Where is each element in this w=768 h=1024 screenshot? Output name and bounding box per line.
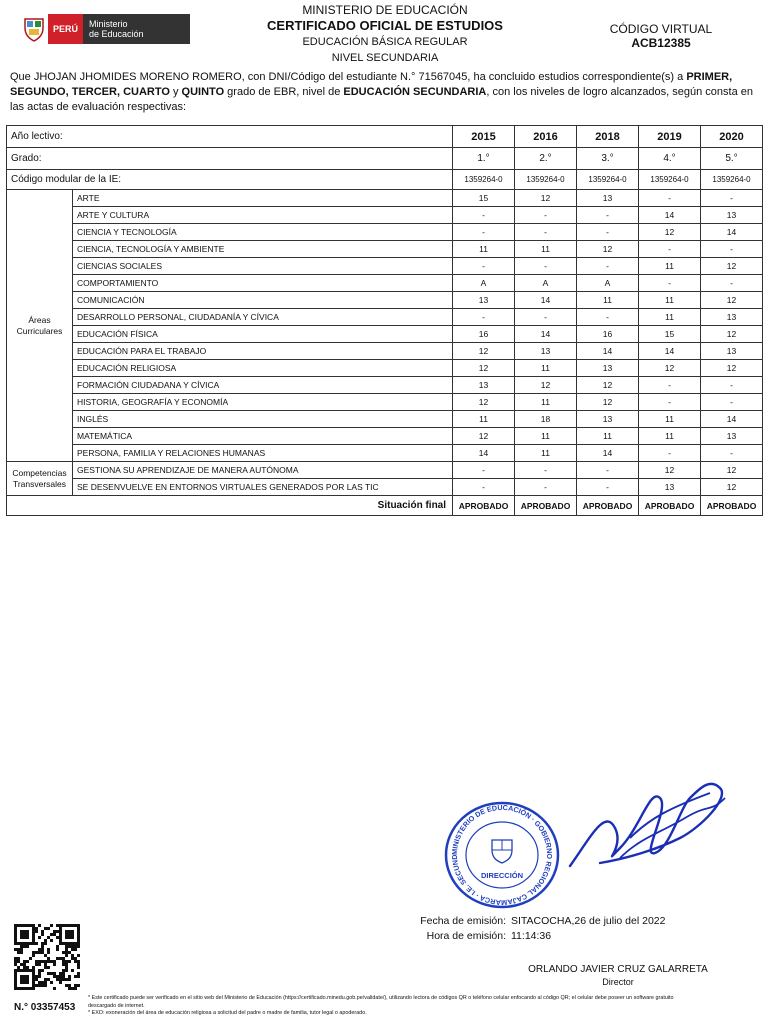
score-cell: 12 bbox=[577, 394, 639, 411]
subject-name: GESTIONA SU APRENDIZAJE DE MANERA AUTÓNOMA bbox=[73, 462, 453, 479]
subject-name: ARTE bbox=[73, 190, 453, 207]
score-cell: 13 bbox=[577, 190, 639, 207]
qr-code-icon[interactable] bbox=[14, 924, 80, 990]
grade-cell: 1.° bbox=[453, 148, 515, 170]
issue-time-label: Hora de emisión: bbox=[426, 930, 506, 942]
education-type: EDUCACIÓN BÁSICA REGULAR bbox=[302, 36, 468, 48]
table-row bbox=[7, 241, 763, 258]
curricular-areas-label bbox=[7, 190, 73, 462]
score-cell: 13 bbox=[701, 207, 763, 224]
table-row bbox=[7, 445, 763, 462]
score-cell: - bbox=[453, 462, 515, 479]
score-cell: - bbox=[515, 479, 577, 496]
subject-name: COMPORTAMIENTO bbox=[73, 275, 453, 292]
table-row bbox=[7, 224, 763, 241]
intro-last-grade: QUINTO bbox=[181, 86, 225, 98]
issue-time-value: 11:14:36 bbox=[511, 930, 552, 942]
subject-name: DESARROLLO PERSONAL, CIUDADANÍA Y CÍVICA bbox=[73, 309, 453, 326]
score-cell: - bbox=[453, 258, 515, 275]
score-cell: - bbox=[577, 309, 639, 326]
score-cell: 12 bbox=[701, 258, 763, 275]
score-cell: 12 bbox=[701, 479, 763, 496]
curricular-areas-label-line: Áreas bbox=[28, 314, 51, 325]
subject-name: EDUCACIÓN RELIGIOSA bbox=[73, 360, 453, 377]
document-number: N.° 03357453 bbox=[14, 1002, 76, 1013]
score-cell: - bbox=[701, 241, 763, 258]
director-name: ORLANDO JAVIER CRUZ GALARRETA bbox=[528, 964, 708, 975]
modular-code-cell: 1359264-0 bbox=[577, 170, 639, 190]
score-cell: 11 bbox=[515, 241, 577, 258]
score-cell: 11 bbox=[577, 428, 639, 445]
seal-emblem-icon bbox=[492, 840, 512, 863]
score-cell: 12 bbox=[639, 360, 701, 377]
score-cell: 11 bbox=[515, 428, 577, 445]
score-cell: A bbox=[453, 275, 515, 292]
grade-label: Grado: bbox=[7, 148, 453, 170]
score-cell: - bbox=[639, 377, 701, 394]
modular-code-label: Código modular de la IE: bbox=[7, 170, 453, 190]
curricular-areas-label-line: Curriculares bbox=[16, 325, 63, 336]
table-row bbox=[7, 411, 763, 428]
score-cell: 14 bbox=[701, 411, 763, 428]
year-cell: 2016 bbox=[515, 126, 577, 148]
footer-note-verification: * Este certificado puede ser verificado en el sitio web del Ministerio de Educación (https://certificado.minedu.gob.pe/validate/), utilizando lectora de códigos QR o teléfono celular enfocando al código QR; el celular debe poseer un software gratuito bbox=[88, 995, 674, 1001]
score-cell: - bbox=[515, 258, 577, 275]
score-cell: - bbox=[701, 275, 763, 292]
score-cell: 14 bbox=[639, 343, 701, 360]
score-cell: - bbox=[639, 394, 701, 411]
score-cell: 11 bbox=[453, 241, 515, 258]
subject-name: EDUCACIÓN PARA EL TRABAJO bbox=[73, 343, 453, 360]
final-status-row bbox=[7, 496, 763, 516]
intro-text-2: grado de EBR, nivel de bbox=[224, 86, 344, 98]
score-cell: 11 bbox=[639, 292, 701, 309]
score-cell: 12 bbox=[701, 360, 763, 377]
score-cell: 11 bbox=[577, 292, 639, 309]
score-cell: - bbox=[577, 462, 639, 479]
table-row bbox=[7, 343, 763, 360]
score-cell: 14 bbox=[577, 445, 639, 462]
year-row bbox=[7, 126, 763, 148]
modular-code-row bbox=[7, 170, 763, 190]
grade-cell: 4.° bbox=[639, 148, 701, 170]
score-cell: 15 bbox=[453, 190, 515, 207]
table-row bbox=[7, 207, 763, 224]
seal-inner-text: DIRECCIÓN bbox=[480, 871, 524, 880]
score-cell: 14 bbox=[701, 224, 763, 241]
final-status-cell: APROBADO bbox=[639, 496, 701, 516]
score-cell: 11 bbox=[639, 258, 701, 275]
intro-paragraph bbox=[10, 70, 762, 115]
transversal-competencies-label-line: Competencias bbox=[12, 467, 67, 478]
director-role: Director bbox=[602, 977, 634, 987]
score-cell: 12 bbox=[639, 224, 701, 241]
issue-date-label: Fecha de emisión: bbox=[420, 915, 506, 927]
year-cell: 2015 bbox=[453, 126, 515, 148]
issue-date-value: SITACOCHA,26 de julio del 2022 bbox=[511, 915, 666, 927]
year-cell: 2019 bbox=[639, 126, 701, 148]
score-cell: - bbox=[577, 207, 639, 224]
year-label: Año lectivo: bbox=[7, 126, 453, 148]
score-cell: 15 bbox=[639, 326, 701, 343]
final-status-cell: APROBADO bbox=[577, 496, 639, 516]
score-cell: - bbox=[515, 224, 577, 241]
subject-name: SE DESENVUELVE EN ENTORNOS VIRTUALES GENERADOS POR LAS TIC bbox=[73, 479, 453, 496]
ministry-name: MINISTERIO DE EDUCACIÓN bbox=[302, 3, 468, 17]
score-cell: - bbox=[577, 224, 639, 241]
grades-table bbox=[6, 125, 763, 516]
table-row bbox=[7, 377, 763, 394]
table-row bbox=[7, 326, 763, 343]
table-row bbox=[7, 292, 763, 309]
score-cell: 13 bbox=[577, 411, 639, 428]
grade-cell: 2.° bbox=[515, 148, 577, 170]
score-cell: 14 bbox=[639, 207, 701, 224]
score-cell: 12 bbox=[453, 394, 515, 411]
score-cell: - bbox=[515, 309, 577, 326]
score-cell: A bbox=[515, 275, 577, 292]
score-cell: 13 bbox=[453, 377, 515, 394]
peru-label: PERÚ bbox=[48, 14, 83, 44]
final-status-cell: APROBADO bbox=[701, 496, 763, 516]
score-cell: - bbox=[515, 462, 577, 479]
score-cell: 14 bbox=[577, 343, 639, 360]
score-cell: 13 bbox=[577, 360, 639, 377]
school-seal bbox=[442, 800, 562, 910]
score-cell: - bbox=[639, 445, 701, 462]
score-cell: 12 bbox=[453, 428, 515, 445]
subject-name: EDUCACIÓN FÍSICA bbox=[73, 326, 453, 343]
transversal-competencies-label bbox=[7, 462, 73, 496]
table-row bbox=[7, 479, 763, 496]
table-row bbox=[7, 360, 763, 377]
score-cell: 12 bbox=[639, 462, 701, 479]
score-cell: - bbox=[701, 445, 763, 462]
subject-name: ARTE Y CULTURA bbox=[73, 207, 453, 224]
modular-code-cell: 1359264-0 bbox=[515, 170, 577, 190]
score-cell: 13 bbox=[639, 479, 701, 496]
table-row bbox=[7, 190, 763, 207]
score-cell: 13 bbox=[701, 428, 763, 445]
score-cell: 11 bbox=[639, 428, 701, 445]
modular-code-cell: 1359264-0 bbox=[453, 170, 515, 190]
score-cell: - bbox=[577, 479, 639, 496]
score-cell: - bbox=[515, 207, 577, 224]
score-cell: - bbox=[701, 394, 763, 411]
subject-name: MATEMÁTICA bbox=[73, 428, 453, 445]
document-header bbox=[220, 2, 550, 66]
year-cell: 2020 bbox=[701, 126, 763, 148]
intro-text-1: Que JHOJAN JHOMIDES MORENO ROMERO, con DNI/Código del estudiante N.° 71567045, ha concluido estudios correspondiente(s) a bbox=[10, 71, 687, 83]
score-cell: - bbox=[453, 309, 515, 326]
subject-name: PERSONA, FAMILIA Y RELACIONES HUMANAS bbox=[73, 445, 453, 462]
score-cell: 14 bbox=[515, 292, 577, 309]
year-cell: 2018 bbox=[577, 126, 639, 148]
score-cell: 11 bbox=[515, 394, 577, 411]
grade-cell: 5.° bbox=[701, 148, 763, 170]
education-level: NIVEL SECUNDARIA bbox=[331, 52, 439, 64]
score-cell: - bbox=[453, 224, 515, 241]
subject-name: HISTORIA, GEOGRAFÍA Y ECONOMÍA bbox=[73, 394, 453, 411]
transversal-competencies-label-line: Transversales bbox=[12, 478, 67, 489]
coat-of-arms-icon bbox=[20, 14, 48, 44]
final-status-cell: APROBADO bbox=[515, 496, 577, 516]
intro-grades: PRIMER, SEGUNDO, TERCER, CUARTO bbox=[10, 71, 733, 98]
footer-notes bbox=[88, 995, 760, 1018]
table-row bbox=[7, 428, 763, 445]
score-cell: - bbox=[639, 190, 701, 207]
score-cell: 16 bbox=[453, 326, 515, 343]
intro-level: EDUCACIÓN SECUNDARIA bbox=[343, 86, 487, 98]
score-cell: - bbox=[701, 190, 763, 207]
ministry-logo bbox=[20, 14, 190, 44]
score-cell: 11 bbox=[515, 445, 577, 462]
score-cell: 13 bbox=[515, 343, 577, 360]
final-status-label: Situación final bbox=[7, 496, 453, 516]
subject-name: COMUNICACIÓN bbox=[73, 292, 453, 309]
grade-row bbox=[7, 148, 763, 170]
score-cell: 12 bbox=[515, 190, 577, 207]
score-cell: 11 bbox=[639, 309, 701, 326]
virtual-code-value: ACB12385 bbox=[631, 36, 691, 50]
score-cell: 14 bbox=[453, 445, 515, 462]
virtual-code-block bbox=[596, 22, 726, 50]
score-cell: 12 bbox=[453, 360, 515, 377]
score-cell: 13 bbox=[701, 309, 763, 326]
score-cell: 11 bbox=[453, 411, 515, 428]
score-cell: 14 bbox=[515, 326, 577, 343]
issue-info bbox=[420, 914, 665, 944]
subject-name: FORMACIÓN CIUDADANA Y CÍVICA bbox=[73, 377, 453, 394]
score-cell: 12 bbox=[515, 377, 577, 394]
score-cell: 18 bbox=[515, 411, 577, 428]
table-row bbox=[7, 309, 763, 326]
score-cell: 12 bbox=[453, 343, 515, 360]
table-row bbox=[7, 258, 763, 275]
score-cell: - bbox=[701, 377, 763, 394]
subject-name: CIENCIA, TECNOLOGÍA Y AMBIENTE bbox=[73, 241, 453, 258]
score-cell: 13 bbox=[453, 292, 515, 309]
table-row bbox=[7, 462, 763, 479]
document-title: CERTIFICADO OFICIAL DE ESTUDIOS bbox=[267, 18, 503, 33]
score-cell: 12 bbox=[701, 326, 763, 343]
score-cell: 11 bbox=[639, 411, 701, 428]
table-row bbox=[7, 394, 763, 411]
intro-text-3: , con los niveles de logro alcanzados, según consta en las actas de evaluación respectivas: bbox=[10, 86, 754, 113]
virtual-code-label: CÓDIGO VIRTUAL bbox=[609, 22, 713, 36]
score-cell: 13 bbox=[701, 343, 763, 360]
intro-and: y bbox=[169, 86, 182, 98]
score-cell: 12 bbox=[577, 377, 639, 394]
ministry-logo-line2: de Educación bbox=[89, 29, 144, 39]
score-cell: 12 bbox=[701, 292, 763, 309]
score-cell: - bbox=[639, 275, 701, 292]
table-row bbox=[7, 275, 763, 292]
footer-note-verification-cont: descargado de internet. bbox=[88, 1002, 145, 1009]
score-cell: - bbox=[453, 207, 515, 224]
score-cell: - bbox=[577, 258, 639, 275]
ministry-logo-line1: Ministerio bbox=[89, 19, 128, 29]
ministry-logo-text bbox=[83, 14, 190, 44]
modular-code-cell: 1359264-0 bbox=[639, 170, 701, 190]
grade-cell: 3.° bbox=[577, 148, 639, 170]
final-status-cell: APROBADO bbox=[453, 496, 515, 516]
subject-name: INGLÉS bbox=[73, 411, 453, 428]
score-cell: - bbox=[639, 241, 701, 258]
score-cell: 12 bbox=[701, 462, 763, 479]
footer-note-exoneration: * EXO: exoneración del área de educación religiosa a solicitud del padre o madre de familia, tutor legal o apoderado. bbox=[88, 1010, 367, 1016]
seal-ring-text: MINISTERIO DE EDUCACIÓN · GOBIERNO REGIONAL CAJAMARCA · I.E. SECUND bbox=[449, 802, 555, 908]
score-cell: 11 bbox=[515, 360, 577, 377]
subject-name: CIENCIA Y TECNOLOGÍA bbox=[73, 224, 453, 241]
modular-code-cell: 1359264-0 bbox=[701, 170, 763, 190]
score-cell: - bbox=[453, 479, 515, 496]
director-signature bbox=[560, 768, 730, 878]
score-cell: A bbox=[577, 275, 639, 292]
score-cell: 16 bbox=[577, 326, 639, 343]
subject-name: CIENCIAS SOCIALES bbox=[73, 258, 453, 275]
score-cell: 12 bbox=[577, 241, 639, 258]
